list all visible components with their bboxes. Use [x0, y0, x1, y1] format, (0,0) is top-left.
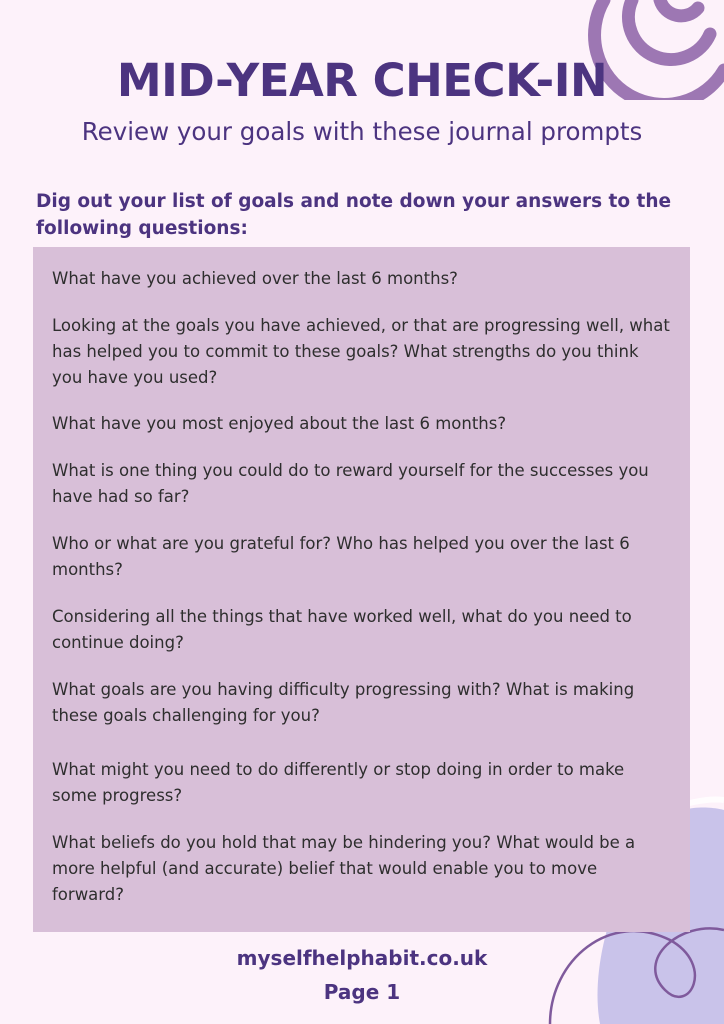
prompt-item: What is one thing you could do to reward yourself for the successes you have had so far? — [52, 461, 649, 506]
prompt-item: Looking at the goals you have achieved, or that are progressing well, what has helped you to commit to these goals? What strengths do you think you have you used? — [52, 316, 670, 387]
prompt-item: What might you need to do differently or stop doing in order to make some progress? — [52, 760, 625, 805]
intro-text: Dig out your list of goals and note down your answers to the following questions: — [36, 191, 672, 239]
prompt-item: What have you achieved over the last 6 months? — [52, 269, 458, 288]
page-title: MID-YEAR CHECK-IN — [116, 54, 608, 107]
prompt-item: What beliefs do you hold that may be hindering you? What would be a more helpful (and accurate) belief that would enable you to move forward? — [52, 833, 636, 904]
prompt-item: What goals are you having difficulty progressing with? What is making these goals challenging for you? — [52, 680, 635, 725]
prompt-item: What have you most enjoyed about the last 6 months? — [52, 414, 507, 433]
prompt-item: Considering all the things that have worked well, what do you need to continue doing? — [52, 607, 632, 652]
page-subtitle: Review your goals with these journal prompts — [81, 117, 643, 146]
page-number: Page 1 — [323, 980, 401, 1004]
website-link[interactable]: myselfhelphabit.co.uk — [236, 946, 488, 970]
prompt-item: Who or what are you grateful for? Who has helped you over the last 6 months? — [52, 534, 630, 579]
